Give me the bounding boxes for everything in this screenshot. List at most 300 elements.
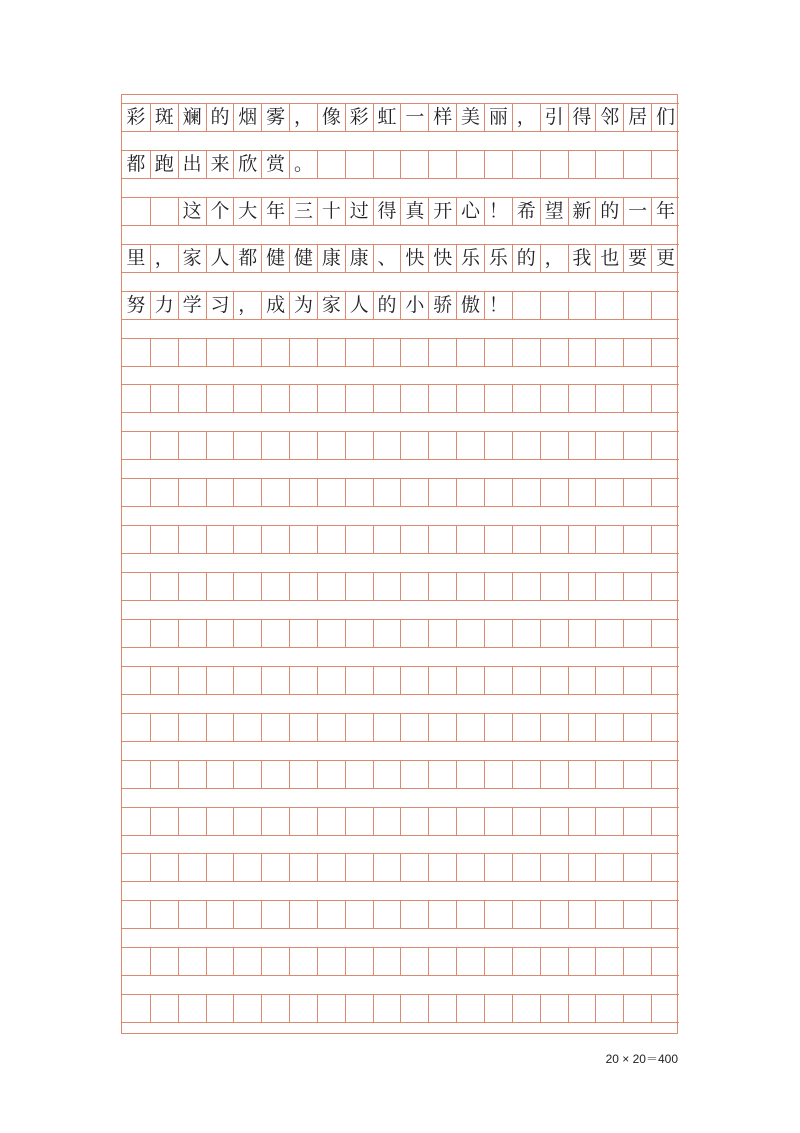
grid-cell [178,619,206,648]
grid-cell [206,525,234,554]
grid-cell [512,807,540,836]
grid-cell [428,807,456,836]
grid-cell [456,666,484,695]
grid-cell [512,478,540,507]
grid-cell [233,619,261,648]
grid-cell [484,384,512,413]
grid-cell [345,150,373,179]
grid-cell [206,760,234,789]
grid-cell [512,150,540,179]
grid-cell [568,666,596,695]
grid-cell [178,572,206,601]
grid-cell: 的 [595,197,623,226]
grid-cell [373,947,401,976]
grid-cell [540,572,568,601]
grid-cell [289,947,317,976]
grid-cell [540,713,568,742]
grid-cell [122,994,150,1023]
grid-cell [122,338,150,367]
grid-row [122,244,679,273]
grid-cell: 像 [317,103,345,132]
grid-cell: 虹 [373,103,401,132]
grid-cell [233,525,261,554]
grid-cell [512,760,540,789]
grid-cell [512,853,540,882]
grid-cell: 得 [373,197,401,226]
grid-cell: 乐 [484,244,512,273]
grid-cell [261,807,289,836]
grid-cell [400,947,428,976]
grid-cell [568,384,596,413]
grid-cell [651,384,679,413]
grid-cell [345,431,373,460]
grid-cell [317,572,345,601]
grid-cell [595,994,623,1023]
grid-row [122,853,679,882]
grid-cell [373,384,401,413]
grid-cell [178,525,206,554]
grid-cell [623,853,651,882]
grid-cell [289,807,317,836]
grid-cell [150,197,178,226]
grid-cell [178,760,206,789]
grid-cell [317,713,345,742]
grid-cell [400,431,428,460]
grid-cell [568,713,596,742]
grid-cell [651,619,679,648]
grid-cell [400,572,428,601]
grid-cell: 希 [512,197,540,226]
grid-cell [428,431,456,460]
grid-cell [345,807,373,836]
grid-cell [651,900,679,929]
grid-cell [623,900,651,929]
grid-row [122,807,679,836]
grid-cell [456,150,484,179]
grid-cell: 过 [345,197,373,226]
grid-cell [540,525,568,554]
grid-cell: 彩 [122,103,150,132]
grid-cell [233,478,261,507]
grid-cell: 彩 [345,103,373,132]
grid-cell: 健 [289,244,317,273]
grid-cell [150,994,178,1023]
grid-cell: 年 [651,197,679,226]
grid-cell [345,384,373,413]
grid-cell [595,807,623,836]
grid-cell [373,431,401,460]
grid-cell [400,994,428,1023]
grid-cell [373,666,401,695]
grid-cell: 为 [289,291,317,320]
grid-cell: 家 [317,291,345,320]
grid-cell [512,619,540,648]
grid-cell [595,338,623,367]
grid-cell [122,807,150,836]
grid-cell [512,572,540,601]
grid-cell [651,431,679,460]
grid-row [122,338,679,367]
grid-cell [178,431,206,460]
grid-cell [428,572,456,601]
grid-cell [289,994,317,1023]
grid-cell [540,384,568,413]
grid-cell [484,478,512,507]
grid-cell: ， [233,291,261,320]
grid-cell [651,713,679,742]
grid-cell [456,384,484,413]
grid-cell [289,431,317,460]
grid-cell [206,384,234,413]
grid-cell [289,760,317,789]
grid-cell: 跑 [150,150,178,179]
grid-cell [540,478,568,507]
grid-cell [373,150,401,179]
grid-cell [540,150,568,179]
grid-cell: 家 [178,244,206,273]
grid-cell [289,525,317,554]
grid-cell [150,384,178,413]
grid-cell [651,994,679,1023]
grid-cell [261,384,289,413]
grid-cell: ！ [484,291,512,320]
grid-cell [623,150,651,179]
grid-cell [623,994,651,1023]
grid-cell [484,338,512,367]
grid-cell [345,713,373,742]
grid-cell: 一 [623,197,651,226]
grid-cell [456,760,484,789]
grid-cell [400,760,428,789]
grid-cell [595,478,623,507]
grid-cell [233,760,261,789]
grid-cell [568,900,596,929]
grid-row [122,431,679,460]
grid-cell [595,666,623,695]
grid-cell [568,291,596,320]
grid-cell: 习 [206,291,234,320]
grid-cell [484,947,512,976]
grid-cell [428,666,456,695]
grid-cell [317,994,345,1023]
grid-cell [317,525,345,554]
grid-cell [400,807,428,836]
grid-cell [512,291,540,320]
grid-cell [568,150,596,179]
grid-cell [512,384,540,413]
grid-cell: 邻 [595,103,623,132]
grid-cell [122,478,150,507]
grid-cell [150,760,178,789]
grid-row [122,197,679,226]
grid-cell [595,150,623,179]
grid-cell [206,900,234,929]
grid-cell [428,150,456,179]
grid-cell [595,619,623,648]
grid-cell [206,994,234,1023]
grid-cell [400,853,428,882]
grid-cell [261,525,289,554]
grid-cell: 十 [317,197,345,226]
grid-cell [317,150,345,179]
grid-cell [206,666,234,695]
grid-cell [428,760,456,789]
grid-cell [373,619,401,648]
grid-cell [150,853,178,882]
grid-cell [623,572,651,601]
grid-cell [484,150,512,179]
grid-cell: 快 [400,244,428,273]
grid-cell: 都 [122,150,150,179]
grid-cell [150,572,178,601]
grid-cell [233,807,261,836]
grid-cell [595,760,623,789]
grid-cell [233,900,261,929]
grid-cell [400,150,428,179]
grid-cell: 也 [595,244,623,273]
grid-cell: 出 [178,150,206,179]
grid-cell [261,478,289,507]
grid-cell [122,525,150,554]
grid-row [122,666,679,695]
grid-cell [233,947,261,976]
grid-cell [623,384,651,413]
grid-cell [373,525,401,554]
grid-cell: 来 [206,150,234,179]
grid-cell [456,807,484,836]
grid-cell [540,431,568,460]
grid-cell [623,291,651,320]
grid-cell [595,384,623,413]
grid-cell [400,713,428,742]
grid-cell [651,853,679,882]
grid-cell [484,572,512,601]
grid-cell [400,338,428,367]
grid-cell [150,431,178,460]
grid-cell [150,666,178,695]
grid-row [122,619,679,648]
grid-cell [345,994,373,1023]
grid-cell [206,947,234,976]
grid-cell: 快 [428,244,456,273]
grid-cell [428,525,456,554]
grid-cell [623,713,651,742]
grid-cell: 美 [456,103,484,132]
grid-cell: ！ [484,197,512,226]
grid-cell [345,947,373,976]
grid-cell [233,384,261,413]
grid-cell [317,431,345,460]
grid-cell [568,807,596,836]
grid-cell [178,713,206,742]
grid-cell [623,525,651,554]
grid-cell [233,431,261,460]
grid-cell [373,900,401,929]
grid-cell [345,619,373,648]
grid-cell [623,478,651,507]
grid-cell [178,947,206,976]
grid-cell [345,760,373,789]
grid-cell: 丽 [484,103,512,132]
grid-cell [206,853,234,882]
grid-cell: 健 [261,244,289,273]
grid-cell: 努 [122,291,150,320]
grid-cell: 雾 [261,103,289,132]
grid-cell [512,947,540,976]
grid-cell: 乐 [456,244,484,273]
grid-cell [568,619,596,648]
grid-cell [595,713,623,742]
grid-cell [651,150,679,179]
grid-cell [122,619,150,648]
grid-cell [206,572,234,601]
grid-cell [623,666,651,695]
grid-cell [289,853,317,882]
grid-cell [122,431,150,460]
grid-cell [178,478,206,507]
grid-cell: 更 [651,244,679,273]
grid-cell [345,525,373,554]
grid-cell [540,619,568,648]
grid-cell: 我 [568,244,596,273]
grid-cell: 欣 [233,150,261,179]
grid-cell [400,666,428,695]
grid-cell: 赏 [261,150,289,179]
grid-cell [206,713,234,742]
grid-cell: 望 [540,197,568,226]
grid-cell [512,900,540,929]
grid-cell [400,384,428,413]
grid-cell [233,713,261,742]
grid-cell [512,431,540,460]
grid-cell [428,338,456,367]
grid-cell [261,713,289,742]
grid-cell: 要 [623,244,651,273]
grid-row [122,525,679,554]
grid-cell: 的 [206,103,234,132]
grid-cell: 烟 [233,103,261,132]
grid-cell [261,338,289,367]
grid-cell [540,760,568,789]
grid-cell [595,900,623,929]
grid-cell: ， [150,244,178,273]
grid-cell [540,900,568,929]
grid-cell [428,713,456,742]
grid-cell [484,807,512,836]
grid-cell [233,338,261,367]
grid-cell [512,525,540,554]
grid-cell [484,713,512,742]
grid-cell [373,807,401,836]
grid-cell [568,431,596,460]
grid-cell: 居 [623,103,651,132]
grid-cell [289,619,317,648]
grid-cell [206,478,234,507]
grid-cell [595,853,623,882]
grid-cell: 都 [233,244,261,273]
grid-cell [317,760,345,789]
grid-cell [400,619,428,648]
grid-cell: 、 [373,244,401,273]
grid-cell [540,807,568,836]
grid-cell [150,619,178,648]
grid-cell [456,900,484,929]
grid-row [122,994,679,1023]
grid-cell [400,478,428,507]
grid-cell [428,619,456,648]
grid-cell: 样 [428,103,456,132]
grid-cell [484,900,512,929]
grid-row [122,384,679,413]
grid-cell [512,338,540,367]
grid-cell [428,900,456,929]
grid-row [122,150,679,179]
grid-cell [512,713,540,742]
grid-cell [317,384,345,413]
grid-cell [206,619,234,648]
grid-cell [400,900,428,929]
grid-cell [178,994,206,1023]
grid-cell: ， [540,244,568,273]
grid-cell [595,291,623,320]
grid-row [122,572,679,601]
grid-cell [122,713,150,742]
grid-cell [317,807,345,836]
grid-cell: 力 [150,291,178,320]
grid-cell [400,525,428,554]
grid-cell [651,572,679,601]
grid-cell [206,807,234,836]
grid-cell [540,994,568,1023]
grid-row [122,900,679,929]
grid-row [122,713,679,742]
grid-cell [233,572,261,601]
grid-cell [651,666,679,695]
grid-cell [289,666,317,695]
grid-cell [122,572,150,601]
grid-cell [261,760,289,789]
grid-cell [122,900,150,929]
grid-cell [484,994,512,1023]
grid-cell [651,947,679,976]
grid-cell [345,900,373,929]
grid-cell [122,197,150,226]
grid-cell [373,572,401,601]
grid-paper [121,94,678,1034]
grid-cell [317,478,345,507]
grid-cell [595,947,623,976]
grid-cell [623,807,651,836]
grid-cell: 成 [261,291,289,320]
grid-cell: 开 [428,197,456,226]
grid-cell [456,619,484,648]
grid-cell [568,525,596,554]
grid-cell: ， [512,103,540,132]
grid-cell: 一 [400,103,428,132]
grid-cell [484,525,512,554]
grid-cell: 里 [122,244,150,273]
grid-cell: 的 [512,244,540,273]
grid-cell [428,994,456,1023]
grid-cell [178,853,206,882]
grid-cell: 新 [568,197,596,226]
grid-cell [428,478,456,507]
grid-cell: 骄 [428,291,456,320]
grid-cell [122,760,150,789]
grid-cell [595,431,623,460]
grid-cell [150,900,178,929]
grid-cell [623,619,651,648]
